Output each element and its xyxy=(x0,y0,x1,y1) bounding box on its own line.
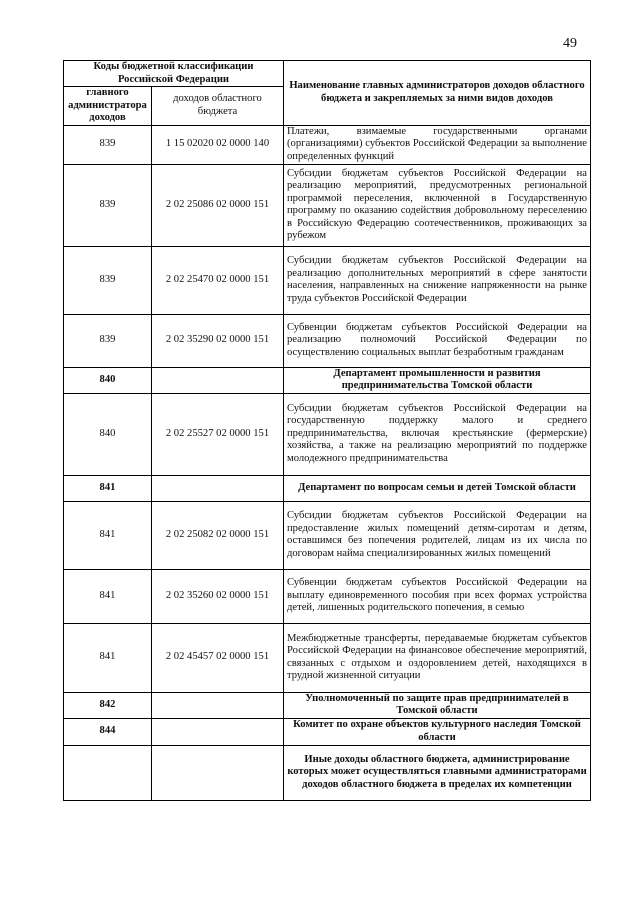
department-name-cell: Комитет по охране объектов культурного наследия Томской области xyxy=(284,718,591,745)
admin-code-cell xyxy=(64,745,152,800)
admin-code-cell: 839 xyxy=(64,125,152,164)
codes-group-header: Коды бюджетной классификации Российской Федерации xyxy=(64,61,284,87)
department-row xyxy=(64,692,591,718)
other-income-name-cell: Иные доходы областного бюджета, администрирование которых может осуществляться главными администраторами доходов областного бюджета в пределах их компетенции xyxy=(284,745,591,800)
department-name-cell: Департамент промышленности и развития предпринимательства Томской области xyxy=(284,367,591,393)
admin-code-cell: 841 xyxy=(64,475,152,501)
income-name-cell: Платежи, взимаемые государственными органами (организациями) субъектов Российской Федерации за выполнение определенных функций xyxy=(284,125,591,164)
budget-classification-table xyxy=(63,60,591,801)
income-code-cell: 2 02 25086 02 0000 151 xyxy=(152,164,284,246)
income-code-cell xyxy=(152,367,284,393)
income-name-cell: Субсидии бюджетам субъектов Российской Федерации на реализацию мероприятий, предусмотренных региональной программой переселения, включенной в Государственную программу по оказанию содействия добровольному переселению в Российскую Федерацию соотечественников, проживающих за рубежом xyxy=(284,164,591,246)
admin-code-cell: 841 xyxy=(64,569,152,623)
table-row xyxy=(64,501,591,569)
department-row xyxy=(64,367,591,393)
table-row xyxy=(64,569,591,623)
table-row xyxy=(64,246,591,314)
income-code-cell: 2 02 25082 02 0000 151 xyxy=(152,501,284,569)
income-code-cell: 2 02 35290 02 0000 151 xyxy=(152,314,284,367)
income-code-cell: 2 02 25470 02 0000 151 xyxy=(152,246,284,314)
admin-code-cell: 841 xyxy=(64,501,152,569)
admin-code-cell: 839 xyxy=(64,246,152,314)
income-name-cell: Субвенции бюджетам субъектов Российской Федерации на реализацию полномочий Российской Федерации по осуществлению социальных выплат безработным гражданам xyxy=(284,314,591,367)
admin-code-cell: 842 xyxy=(64,692,152,718)
table-row xyxy=(64,164,591,246)
department-name-cell: Департамент по вопросам семьи и детей Томской области xyxy=(284,475,591,501)
income-name-cell: Межбюджетные трансферты, передаваемые бюджетам субъектов Российской Федерации на финансовое обеспечение мероприятий, связанных с отдыхом и оздоровлением детей, находящихся в трудной жизненной ситуации xyxy=(284,623,591,692)
income-code-cell: 2 02 25527 02 0000 151 xyxy=(152,393,284,475)
income-code-cell xyxy=(152,745,284,800)
income-code-cell: 2 02 45457 02 0000 151 xyxy=(152,623,284,692)
income-code-cell xyxy=(152,692,284,718)
admin-code-cell: 840 xyxy=(64,367,152,393)
table-row xyxy=(64,623,591,692)
table-row xyxy=(64,314,591,367)
income-name-cell: Субсидии бюджетам субъектов Российской Федерации на предоставление жилых помещений детям-сиротам и детям, оставшимся без попечения родителей, лицам из их числа по договорам найма специализированных жилых помещений xyxy=(284,501,591,569)
income-code-cell xyxy=(152,718,284,745)
page-number: 49 xyxy=(563,36,577,51)
income-name-cell: Субсидии бюджетам субъектов Российской Федерации на государственную поддержку малого и среднего предпринимательства, включая крестьянские (фермерские) хозяйства, а также на реализацию мероприятий по поддержке молодежного предпринимательства xyxy=(284,393,591,475)
admin-column-header: главного администратора доходов xyxy=(64,87,152,126)
admin-code-cell: 841 xyxy=(64,623,152,692)
department-row xyxy=(64,475,591,501)
income-code-cell: 1 15 02020 02 0000 140 xyxy=(152,125,284,164)
admin-code-cell: 839 xyxy=(64,164,152,246)
income-name-cell: Субвенции бюджетам субъектов Российской Федерации на выплату единовременного пособия при всех формах устройства детей, лишенных родительского попечения, в семью xyxy=(284,569,591,623)
income-code-cell: 2 02 35260 02 0000 151 xyxy=(152,569,284,623)
admin-code-cell: 839 xyxy=(64,314,152,367)
income-code-cell xyxy=(152,475,284,501)
department-row xyxy=(64,718,591,745)
admin-code-cell: 844 xyxy=(64,718,152,745)
admin-code-cell: 840 xyxy=(64,393,152,475)
department-name-cell: Уполномоченный по защите прав предпринимателей в Томской области xyxy=(284,692,591,718)
name-column-header: Наименование главных администраторов доходов областного бюджета и закрепляемых за ними видов доходов xyxy=(284,61,591,126)
table-row xyxy=(64,393,591,475)
table-row xyxy=(64,125,591,164)
other-income-row xyxy=(64,745,591,800)
income-name-cell: Субсидии бюджетам субъектов Российской Федерации на реализацию дополнительных мероприятий в сфере занятости населения, направленных на снижение напряженности на рынке труда субъектов Российской Федерации xyxy=(284,246,591,314)
income-column-header: доходов областного бюджета xyxy=(152,87,284,126)
